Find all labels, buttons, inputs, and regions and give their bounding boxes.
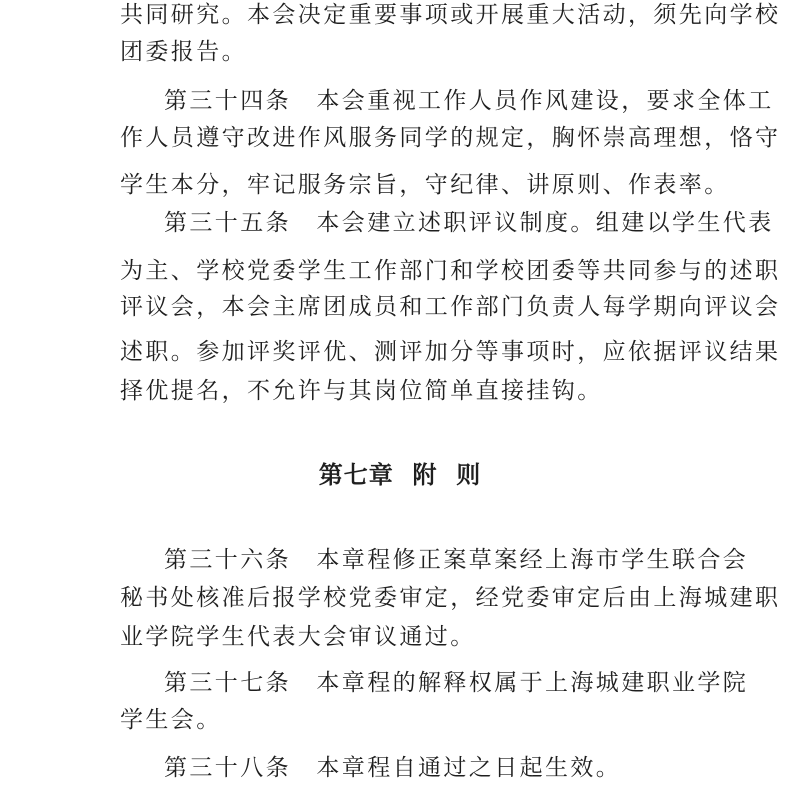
chapter-title: 第七章 附 则 [318, 460, 482, 489]
paragraph-line: 团委报告。 [120, 39, 247, 65]
article-35-line: 为主、学校党委学生工作部门和学校团委等共同参与的述职 [120, 258, 781, 284]
paragraph-line: 共同研究。本会决定重要事项或开展重大活动，须先向学校 [120, 2, 781, 28]
article-35-line: 第三十五条 本会建立述职评议制度。组建以学生代表 [164, 210, 774, 236]
article-34-line: 第三十四条 本会重视工作人员作风建设，要求全体工 [164, 88, 774, 114]
article-35-line: 择优提名，不允许与其岗位简单直接挂钩。 [120, 378, 603, 404]
article-35-line: 述职。参加评奖评优、测评加分等事项时，应依据评议结果 [120, 339, 781, 365]
article-37-line: 第三十七条 本章程的解释权属于上海城建职业学院 [164, 670, 749, 696]
article-37-line: 学生会。 [120, 707, 222, 733]
article-34-line: 作人员遵守改进作风服务同学的规定，胸怀崇高理想，恪守 [120, 125, 781, 151]
article-38-line: 第三十八条 本章程自通过之日起生效。 [164, 755, 622, 781]
article-36-line: 第三十六条 本章程修正案草案经上海市学生联合会 [164, 547, 749, 573]
article-36-line: 秘书处核准后报学校党委审定，经党委审定后由上海城建职 [120, 585, 781, 611]
article-36-line: 业学院学生代表大会审议通过。 [120, 624, 476, 650]
article-35-line: 评议会，本会主席团成员和工作部门负责人每学期向评议会 [120, 294, 781, 320]
article-34-line: 学生本分，牢记服务宗旨，守纪律、讲原则、作表率。 [120, 172, 730, 198]
